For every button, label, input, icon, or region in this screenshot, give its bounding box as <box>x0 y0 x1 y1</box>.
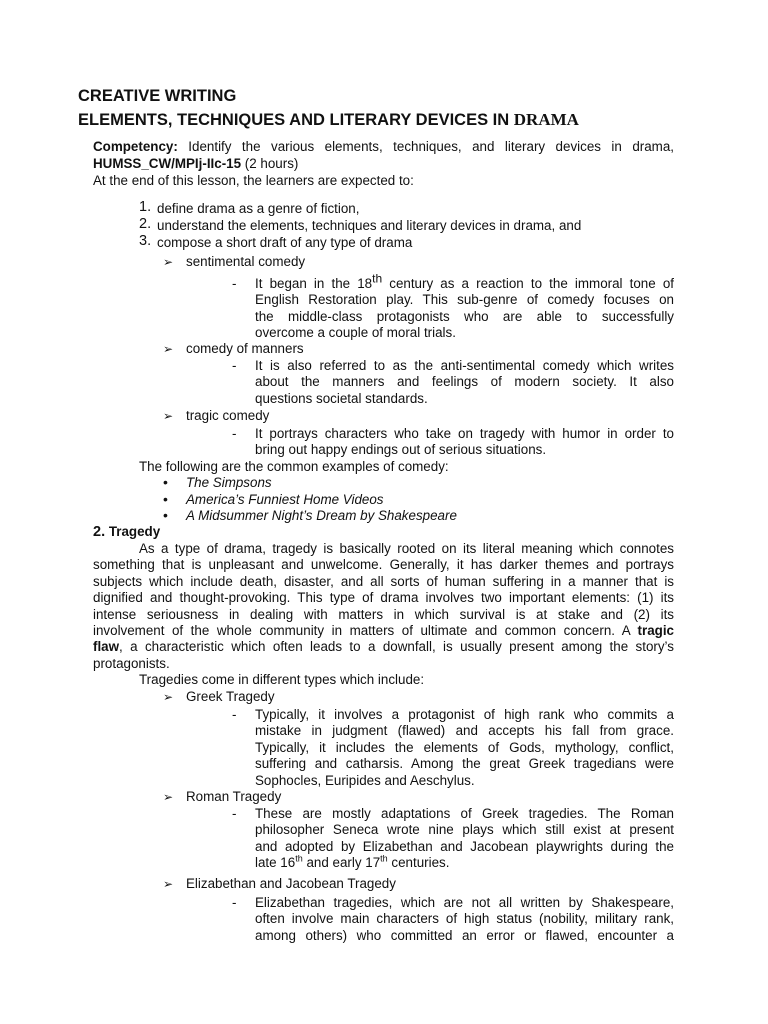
arrow-bullet-icon: ➢ <box>163 342 174 356</box>
arrow-bullet-icon: ➢ <box>163 409 174 423</box>
manners-description: It is also referred to as the anti-sentimental comedy which writes about the manners and feelings of modern society. It also questions societal standards. <box>255 358 674 406</box>
objective-item: compose a short draft of any type of drama <box>157 235 413 250</box>
intro-text: At the end of this lesson, the learners are expected to: <box>93 173 414 188</box>
sentimental-description: It began in the 18th century as a reaction to the immoral tone of English Restoration play. This sub-genre of comedy focuses on the middle-class protagonists who are able to successfully overcome a couple of moral trials. <box>255 271 674 341</box>
competency-code-line: HUMSS_CW/MPIj-IIc-15 (2 hours) <box>93 156 299 171</box>
dash-bullet-icon: - <box>232 358 237 373</box>
arrow-bullet-icon: ➢ <box>163 790 174 804</box>
tragedy-type-greek: Greek Tragedy <box>186 689 275 704</box>
bullet-icon: • <box>163 491 168 507</box>
comedy-type-sentimental: sentimental comedy <box>186 254 306 269</box>
roman-description: These are mostly adaptations of Greek tragedies. The Roman philosopher Seneca wrote nine plays which still exist at present and adopted by Elizabethan and Jacobean playwrights during the late 16th and early 17th centuries. <box>255 806 674 871</box>
section-heading-tragedy: 2. Tragedy <box>93 524 161 540</box>
arrow-bullet-icon: ➢ <box>163 690 174 704</box>
competency-code: HUMSS_CW/MPIj-IIc-15 <box>93 156 242 171</box>
objective-item: understand the elements, techniques and literary devices in drama, and <box>157 218 582 233</box>
dash-bullet-icon: - <box>232 426 237 441</box>
competency-line: Competency: Identify the various elements, techniques, and literary devices in drama, <box>93 139 674 154</box>
dash-bullet-icon: - <box>232 806 237 821</box>
comedy-example: America’s Funniest Home Videos <box>186 492 384 507</box>
bullet-icon: • <box>163 474 168 490</box>
tragic-comedy-description: It portrays characters who take on tragedy with humor in order to bring out happy endings out of serious situations. <box>255 426 674 458</box>
dash-bullet-icon: - <box>232 276 237 291</box>
objective-number: 3. <box>139 233 152 249</box>
tragedy-paragraph: As a type of drama, tragedy is basically rooted on its literal meaning which connotes something that is unpleasant and unwelcome. Generally, it has darker themes and portrays subjects which include death, disaster, and all sorts of human suffering in a manner that is dignified and thought-provoking. This type of drama involves two important elements: (1) its intense seriousness in dealing with matters in which survival is at stake and (2) its involvement of the whole community in matters of ultimate and common concern. A tragic flaw, a characteristic which often leads to a downfall, is usually present among the story’s protagonists. <box>93 541 674 671</box>
comedy-example: A Midsummer Night’s Dream by Shakespeare <box>186 508 457 523</box>
document-subtitle: ELEMENTS, TECHNIQUES AND LITERARY DEVICES IN DRAMA <box>78 110 579 129</box>
competency-label: Competency: <box>93 139 178 154</box>
document-title: CREATIVE WRITING <box>78 87 237 105</box>
examples-intro: The following are the common examples of comedy: <box>139 459 449 474</box>
comedy-type-manners: comedy of manners <box>186 341 304 356</box>
tragedy-type-elizabethan: Elizabethan and Jacobean Tragedy <box>186 876 396 891</box>
objective-number: 1. <box>139 199 152 215</box>
objective-number: 2. <box>139 216 152 232</box>
comedy-example: The Simpsons <box>186 475 272 490</box>
bullet-icon: • <box>163 507 168 523</box>
dash-bullet-icon: - <box>232 707 237 722</box>
dash-bullet-icon: - <box>232 895 237 910</box>
greek-description: Typically, it involves a protagonist of high rank who commits a mistake in judgment (flawed) and accepts his fall from grace. Typically, it includes the elements of Gods, mythology, conflict, suffering and catharsis. Among the great Greek tragedians were Sophocles, Euripides and Aeschylus. <box>255 707 674 788</box>
arrow-bullet-icon: ➢ <box>163 255 174 269</box>
arrow-bullet-icon: ➢ <box>163 877 174 891</box>
tragedy-types-intro: Tragedies come in different types which include: <box>139 672 425 687</box>
tragedy-type-roman: Roman Tragedy <box>186 789 282 804</box>
elizabethan-description: Elizabethan tragedies, which are not all written by Shakespeare, often involve main characters of high status (nobility, military rank, among others) who committed an error or flawed, encounter a <box>255 895 674 943</box>
objective-item: define drama as a genre of fiction, <box>157 201 360 216</box>
comedy-type-tragic: tragic comedy <box>186 408 270 423</box>
term-tragic-flaw: tragic <box>637 623 674 639</box>
